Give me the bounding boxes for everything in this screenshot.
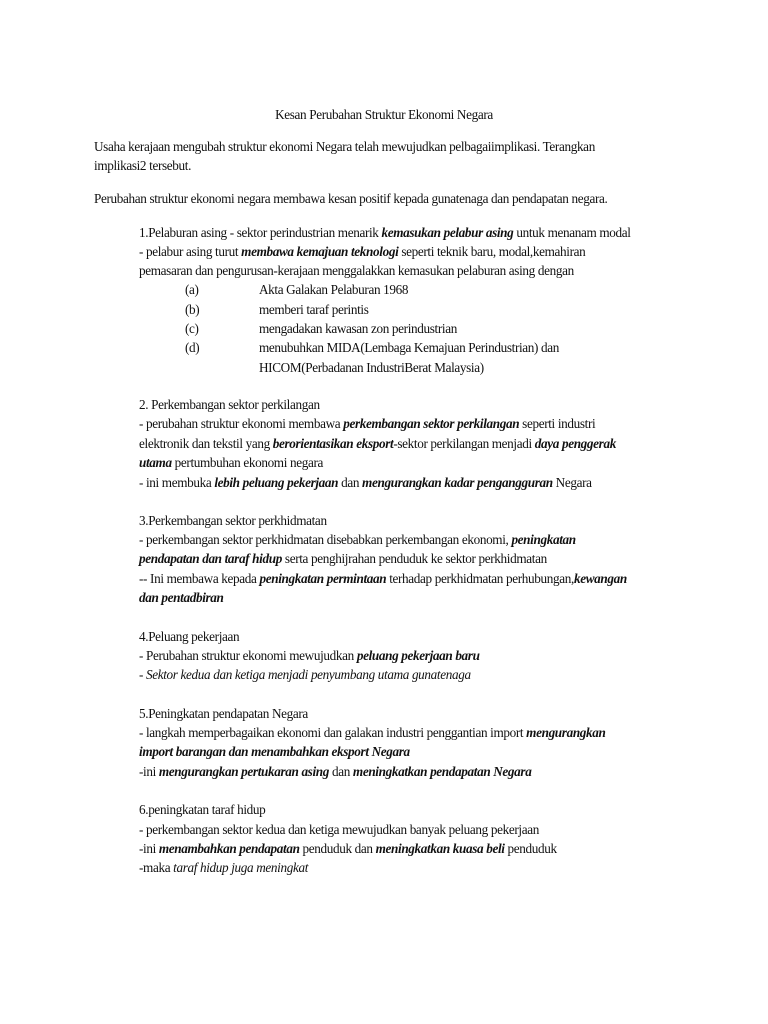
s6-line-2 xyxy=(139,839,557,858)
s5-line-2: import barangan dan menambahkan eksport Negara xyxy=(139,744,410,759)
s3-l3a: -- Ini membawa kepada xyxy=(139,571,260,586)
s2-l1b: perkembangan sektor perkilangan xyxy=(343,416,520,431)
s6-l3b: taraf hidup juga meningkat xyxy=(173,860,309,875)
s5-heading: 5.Peningkatan pendapatan Negara xyxy=(139,706,308,721)
s1-item-b-text: memberi taraf perintis xyxy=(259,302,369,317)
s3-line-4: dan pentadbiran xyxy=(139,590,224,605)
s2-l1c: seperti industri xyxy=(519,416,596,431)
s2-l2c: -sektor perkilangan menjadi xyxy=(393,436,535,451)
s6-l2b: menambahkan pendapatan xyxy=(158,841,300,856)
s3-line-1 xyxy=(139,530,576,549)
s3-l3c: terhadap perkhidmatan perhubungan, xyxy=(386,571,574,586)
s1-l2a: - pelabur asing turut xyxy=(139,244,242,259)
s5-l1a: - langkah memperbagaikan ekonomi dan galakan industri penggantian import xyxy=(139,725,527,740)
s1-item-d-mark: (d) xyxy=(185,340,200,355)
s2-heading: 2. Perkembangan sektor perkilangan xyxy=(139,397,320,412)
s5-l3d: meningkatkan pendapatan Negara xyxy=(352,764,532,779)
s5-l3a: -ini xyxy=(139,764,159,779)
s2-line-1 xyxy=(139,414,595,433)
s1-line-3: pemasaran dan pengurusan-kerajaan menggalakkan kemasukan pelaburan asing dengan xyxy=(139,263,574,278)
s5-line-1 xyxy=(139,723,606,742)
s1-l1a: 1.Pelaburan asing - sektor perindustrian menarik xyxy=(139,225,382,240)
s2-line-2 xyxy=(139,434,616,453)
s3-line-3 xyxy=(139,569,627,588)
intro-line-2: implikasi2 tersebut. xyxy=(94,158,192,173)
s6-l2d: meningkatkan kuasa beli xyxy=(375,841,505,856)
s1-l1b: kemasukan pelabur asing xyxy=(381,225,514,240)
s4-heading: 4.Peluang pekerjaan xyxy=(139,629,240,644)
s3-l1b: peningkatan xyxy=(511,532,576,547)
s1-item-c-mark: (c) xyxy=(185,321,199,336)
s4-line-2: - Sektor kedua dan ketiga menjadi penyumbang utama gunatenaga xyxy=(139,667,471,682)
s4-l1b: peluang pekerjaan baru xyxy=(356,648,480,663)
s1-l1c: untuk menanam modal xyxy=(513,225,631,240)
s6-line-3 xyxy=(139,858,308,877)
s1-l2c: seperti teknik baru, modal,kemahiran xyxy=(398,244,586,259)
s2-l4c: dan xyxy=(338,475,363,490)
s6-heading: 6.peningkatan taraf hidup xyxy=(139,802,266,817)
s1-item-d-text: menubuhkan MIDA(Lembaga Kemajuan Perindustrian) dan xyxy=(259,340,560,355)
s1-item-b-mark: (b) xyxy=(185,302,200,317)
s5-line-3 xyxy=(139,762,531,781)
s2-l4b: lebih peluang pekerjaan xyxy=(214,475,339,490)
s3-l2b: serta penghijrahan penduduk ke sektor perkhidmatan xyxy=(281,551,547,566)
document-title: Kesan Perubahan Struktur Ekonomi Negara xyxy=(275,107,493,122)
s3-l1a: - perkembangan sektor perkhidmatan disebabkan perkembangan ekonomi, xyxy=(139,532,512,547)
s6-line-1: - perkembangan sektor kedua dan ketiga mewujudkan banyak peluang pekerjaan xyxy=(139,822,539,837)
s4-l1a: - Perubahan struktur ekonomi mewujudkan xyxy=(139,648,357,663)
s2-line-4 xyxy=(139,473,592,492)
s2-l3b: pertumbuhan ekonomi negara xyxy=(171,455,324,470)
s2-l1a: - perubahan struktur ekonomi membawa xyxy=(139,416,344,431)
s1-item-a-text: Akta Galakan Pelaburan 1968 xyxy=(259,282,409,297)
s2-l3a: utama xyxy=(139,455,172,470)
s2-l4d: mengurangkan kadar pengangguran xyxy=(362,475,553,490)
s1-item-d-cont: HICOM(Perbadanan IndustriBerat Malaysia) xyxy=(259,360,484,375)
s6-l3a: -maka xyxy=(139,860,174,875)
s1-l2b: membawa kemajuan teknologi xyxy=(241,244,399,259)
s3-l2a: pendapatan dan taraf hidup xyxy=(139,551,282,566)
s5-l3b: mengurangkan pertukaran asing xyxy=(158,764,330,779)
s3-line-2 xyxy=(139,549,547,568)
s1-item-c-text: mengadakan kawasan zon perindustrian xyxy=(259,321,457,336)
s5-l1b: mengurangkan xyxy=(526,725,606,740)
s6-l2e: penduduk xyxy=(504,841,557,856)
s6-l2a: -ini xyxy=(139,841,159,856)
s5-l3c: dan xyxy=(329,764,353,779)
s2-l4a: - ini membuka xyxy=(139,475,215,490)
s2-l2b: berorientasikan eksport xyxy=(272,436,394,451)
s3-heading: 3.Perkembangan sektor perkhidmatan xyxy=(139,513,327,528)
statement-line: Perubahan struktur ekonomi negara membawa kesan positif kepada gunatenaga dan pendapatan negara. xyxy=(94,191,608,206)
s6-l2c: penduduk dan xyxy=(299,841,376,856)
s3-l3b: peningkatan permintaan xyxy=(259,571,387,586)
s1-line-1 xyxy=(139,223,631,242)
s2-l2d: daya penggerak xyxy=(534,436,616,451)
s2-line-3 xyxy=(139,453,323,472)
intro-line-1: Usaha kerajaan mengubah struktur ekonomi Negara telah mewujudkan pelbagaiimplikasi. Terangkan xyxy=(94,139,595,154)
s4-line-1 xyxy=(139,646,480,665)
s2-l4e: Negara xyxy=(552,475,592,490)
s1-item-a-mark: (a) xyxy=(185,282,199,297)
s1-line-2 xyxy=(139,242,585,261)
s2-l2a: elektronik dan tekstil yang xyxy=(139,436,273,451)
s3-l3d: kewangan xyxy=(573,571,627,586)
